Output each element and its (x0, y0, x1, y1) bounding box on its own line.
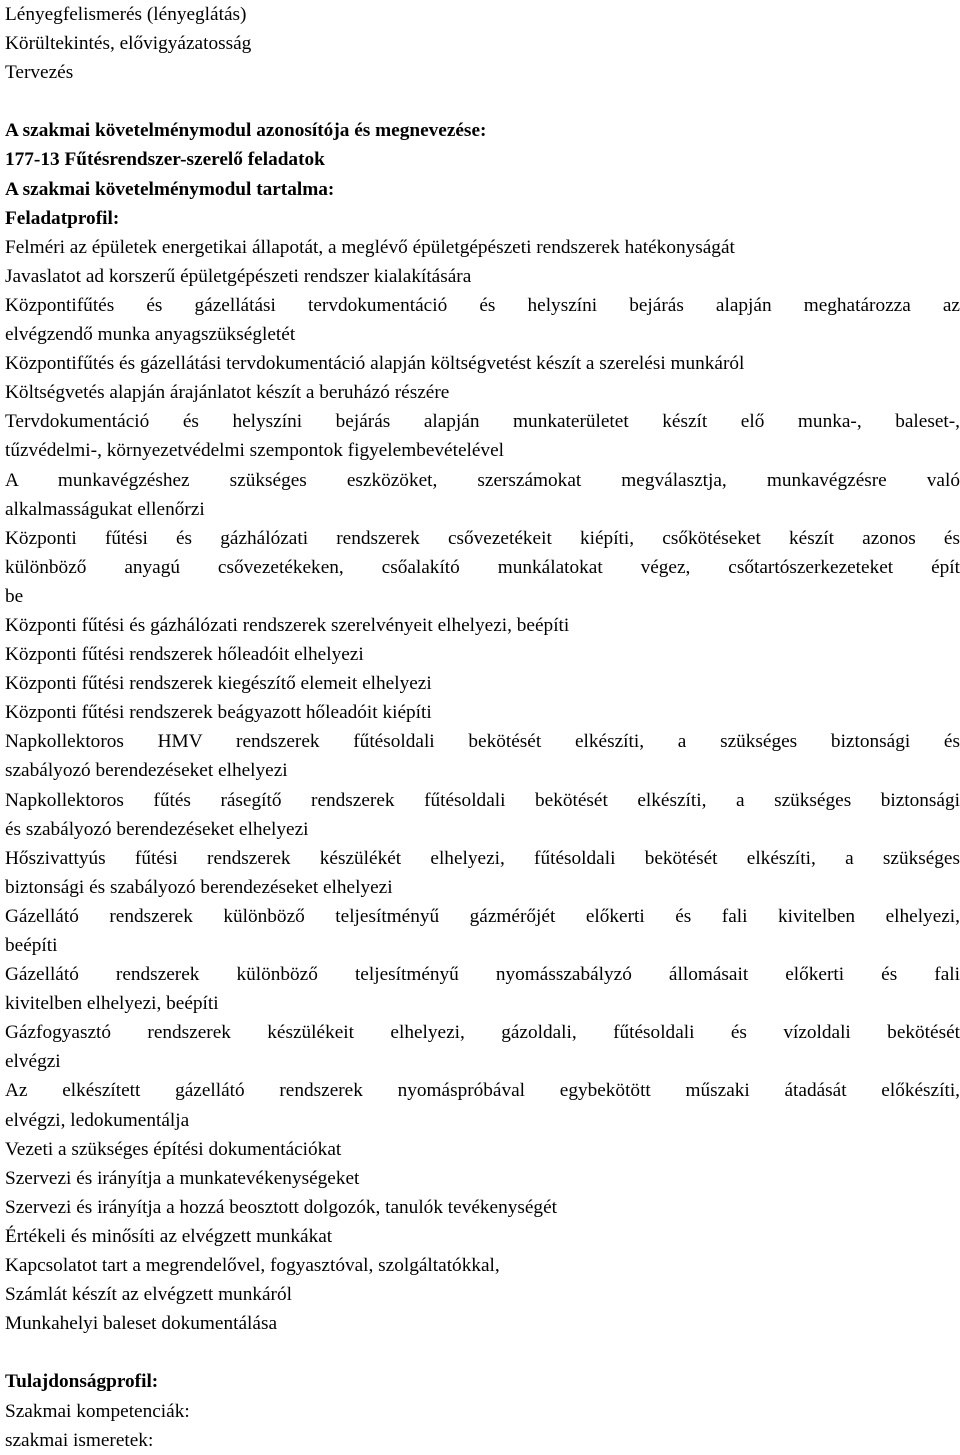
header-line: Tervezés (5, 62, 74, 84)
header-line: Körültekintés, elővigyázatosság (5, 33, 252, 55)
task-line: Szervezi és irányítja a munkatevékenységeket (5, 1167, 360, 1189)
task-line: Gázellátó rendszerek különböző teljesítményű gázmérőjét előkerti és fali kivitelben elhelyezi, (5, 905, 960, 927)
task-line: be (5, 585, 24, 607)
task-line: Szervezi és irányítja a hozzá beosztott dolgozók, tanulók tevékenységét (5, 1196, 557, 1218)
spacer (5, 87, 960, 116)
task-line: kivitelben elhelyezi, beépíti (5, 993, 219, 1015)
task-line: elvégzendő munka anyagszükségletét (5, 324, 296, 346)
task-line: Vezeti a szükséges építési dokumentációkat (5, 1138, 342, 1160)
module-content-heading: A szakmai követelménymodul tartalma: (5, 178, 335, 200)
task-line: Költségvetés alapján árajánlatot készít a beruházó részére (5, 382, 450, 404)
task-line: tűzvédelmi-, környezetvédelmi szempontok figyelembevételével (5, 440, 504, 462)
task-list (5, 233, 960, 1339)
header-line: Lényegfelismerés (lényeglátás) (5, 4, 247, 25)
task-line: biztonsági és szabályozó berendezéseket elhelyezi (5, 876, 393, 898)
task-line: és szabályozó berendezéseket elhelyezi (5, 818, 309, 840)
document-page (5, 0, 960, 1455)
task-line: Központi fűtési rendszerek kiegészítő elemeit elhelyezi (5, 673, 432, 695)
task-line: Központi fűtési és gázhálózati rendszerek csővezetékeit kiépíti, csőkötéseket készít azonos és (5, 527, 960, 549)
knowledge-label: szakmai ismeretek: (5, 1429, 154, 1451)
module-id-heading: A szakmai követelménymodul azonosítója és megnevezése: (5, 120, 487, 142)
task-line: Központifűtés és gázellátási tervdokumentáció és helyszíni bejárás alapján meghatározza az (5, 294, 960, 316)
task-line: Felméri az épületek energetikai állapotát, a meglévő épületgépészeti rendszerek hatékonyságát (5, 236, 735, 258)
task-line: szabályozó berendezéseket elhelyezi (5, 760, 288, 782)
task-line: elvégzi (5, 1051, 61, 1073)
task-line: Napkollektoros fűtés rásegítő rendszerek fűtésoldali bekötését elkészíti, a szükséges biztonsági (5, 789, 960, 811)
task-line: Hőszivattyús fűtési rendszerek készülékét elhelyezi, fűtésoldali bekötését elkészíti, a szükséges (5, 847, 960, 869)
task-line: Értékeli és minősíti az elvégzett munkákat (5, 1225, 333, 1247)
spacer (5, 1338, 960, 1367)
task-line: Központi fűtési rendszerek beágyazott hőleadóit kiépíti (5, 702, 432, 724)
task-line: Munkahelyi baleset dokumentálása (5, 1313, 277, 1335)
task-line: alkalmasságukat ellenőrzi (5, 498, 205, 520)
task-line: A munkavégzéshez szükséges eszközöket, szerszámokat megválasztja, munkavégzésre való (5, 469, 960, 491)
task-line: Kapcsolatot tart a megrendelővel, fogyasztóval, szolgáltatókkal, (5, 1255, 500, 1277)
task-line: Tervdokumentáció és helyszíni bejárás alapján munkaterületet készít elő munka-, baleset-, (5, 411, 960, 433)
task-line: Gázfogyasztó rendszerek készülékeit elhelyezi, gázoldali, fűtésoldali és vízoldali bekötését (5, 1022, 960, 1044)
task-line: Központi fűtési és gázhálózati rendszerek szerelvényeit elhelyezi, beépíti (5, 614, 570, 636)
task-line: Számlát készít az elvégzett munkáról (5, 1284, 292, 1306)
module-id-value: 177-13 Fűtésrendszer-szerelő feladatok (5, 149, 325, 171)
competencies-label: Szakmai kompetenciák: (5, 1400, 190, 1422)
task-line: beépíti (5, 935, 58, 956)
task-line: Gázellátó rendszerek különböző teljesítményű nyomásszabályzó állomásait előkerti és fali (5, 964, 960, 986)
task-line: Az elkészített gázellátó rendszerek nyomáspróbával egybekötött műszaki átadását előkészíti, (5, 1080, 960, 1102)
task-line: Központi fűtési rendszerek hőleadóit elhelyezi (5, 644, 364, 666)
task-line: Napkollektoros HMV rendszerek fűtésoldali bekötését elkészíti, a szükséges biztonsági és (5, 731, 960, 753)
task-line: Központifűtés és gázellátási tervdokumentáció alapján költségvetést készít a szerelési munkáról (5, 353, 745, 375)
task-line: Javaslatot ad korszerű épületgépészeti rendszer kialakítására (5, 265, 472, 287)
task-profile-heading: Feladatprofil: (5, 207, 120, 229)
task-line: különböző anyagú csővezetékeken, csőalakító munkálatokat végez, csőtartószerkezeteket épít (5, 556, 960, 578)
task-line: elvégzi, ledokumentálja (5, 1109, 190, 1131)
property-profile-heading: Tulajdonságprofil: (5, 1371, 159, 1393)
